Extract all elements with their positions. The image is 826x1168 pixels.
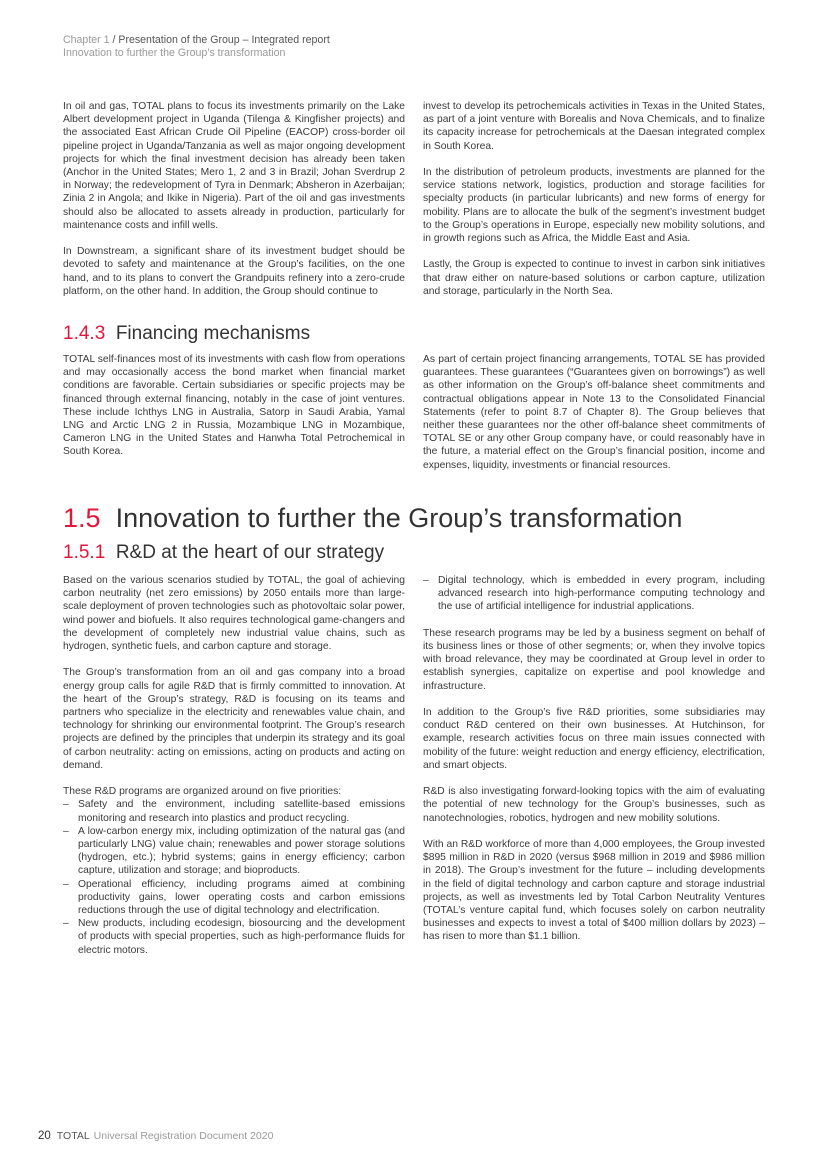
header-line-1: [63, 34, 330, 47]
footer-brand: TOTAL: [56, 1130, 90, 1142]
financing-left-column: [63, 353, 405, 459]
paragraph: TOTAL self-finances most of its investments with cash flow from operations and may occasionally access the bond market when financial market conditions are favorable. Certain subsidiaries or specific projects may be financed through external financing, notably in the case of joint ventures. These include Ichthys LNG in Australia, Satorp in Saudi Arabia, Yamal LNG and Arctic LNG 2 in Russia, Mozambique LNG in Mozambique, Cameron LNG in the United States and Hanwha Total Petrochemical in South Korea.: [63, 354, 405, 458]
paragraph: invest to develop its petrochemicals activities in Texas in the United States, as part of a joint venture with Borealis and Nova Chemicals, and to finalize its capacity increase for petrochemicals at the Daesan integrated complex in South Korea.: [423, 101, 765, 152]
paragraph: With an R&D workforce of more than 4,000 employees, the Group invested $895 million in R&D in 2020 (versus $968 million in 2019 and $986 million in 2018). The Group’s investment for the future – including developments in the field of digital technology and carbon capture and storage industrial projects, as well as investments led by Total Carbon Neutrality Ventures (TOTAL’s venture capital fund, which focuses solely on carbon neutrality businesses and expects to invest a total of $400 million dollars by 2023) – has risen to more than $1.1 billion.: [423, 839, 765, 943]
paragraph: These research programs may be led by a business segment on behalf of its business lines or those of other segments; or, when they involve topics with broad relevance, they may be coordinated at Group level in order to establish synergies, capitalize on expertise and pool knowledge and infrastructure.: [423, 627, 765, 692]
section-title: Innovation to further the Group’s transformation: [115, 503, 683, 533]
section-title: R&D at the heart of our strategy: [115, 542, 385, 563]
list-item: [423, 574, 765, 614]
paragraph: Based on the various scenarios studied by TOTAL, the goal of achieving carbon neutrality (net zero emissions) by 2050 entails more than large-scale deployment of proven technologies such as photovoltaic solar power, wind power and biofuels. It also requires technological game-changers and the development of completely new industrial value chains, such as hydrogen, synthetic fuels, and carbon capture and storage.: [63, 575, 405, 653]
list-item: [63, 917, 405, 957]
section-heading-1-4-3: [63, 323, 310, 345]
list-item-text: A low-carbon energy mix, including optimization of the natural gas (and particularly LNG) value chain; renewables and power storage solutions (hydrogen, etc.); hybrid systems; gains in energy efficiency; carbon capture, utilization and storage; and bioproducts.: [78, 825, 405, 877]
list-intro: These R&D programs are organized around on five priorities:: [63, 786, 342, 798]
header-chapter: Chapter 1: [63, 34, 110, 46]
paragraph: Lastly, the Group is expected to continue to invest in carbon sink initiatives that draw either on nature-based solutions or carbon capture, utilization and storage, particularly in the North Sea.: [423, 259, 765, 297]
paragraph: The Group’s transformation from an oil and gas company into a broad energy group calls for agile R&D that is firmly committed to innovation. At the heart of the Group’s strategy, R&D is focusing on its teams and partners who specialize in the electricity and renewables value chain, and technology for shrinking our environmental footprint. The Group’s research projects are defined by the principles that underpin its strategy and its goal of carbon neutrality: acting on emissions, acting on products and acting on demand.: [63, 667, 405, 771]
running-header: [63, 34, 330, 60]
section-number: 1.4.3: [63, 323, 106, 344]
footer-document-title: Universal Registration Document 2020: [93, 1130, 274, 1142]
paragraph: In oil and gas, TOTAL plans to focus its investments primarily on the Lake Albert development project in Uganda (Tilenga & Kingfisher projects) and the associated East African Crude Oil Pipeline (EACOP) cross-border oil pipeline project in Uganda/Tanzania as well as major ongoing development projects for which the final investment decision has already been taken (Anchor in the United States; Mero 1, 2 and 3 in Brazil; Johan Sverdrup 2 in Norway; the redevelopment of Tyra in Denmark; Absheron in Azerbaijan; Zinia 2 in Angola; and Ikike in Nigeria). Part of the oil and gas investments should also be allocated to assets already in production, particularly for maintenance costs and infill wells.: [63, 101, 405, 231]
dash-bullet: –: [63, 799, 69, 811]
header-title: Presentation of the Group – Integrated report: [118, 34, 330, 46]
section-title: Financing mechanisms: [115, 323, 311, 344]
section-heading-1-5: [63, 503, 682, 534]
header-subtitle: Innovation to further the Group’s transformation: [63, 47, 286, 59]
paragraph: R&D is also investigating forward-looking topics with the aim of evaluating the potential of new technology for the Group’s businesses, such as nanotechnologies, robotics, hydrogen and new mobility solutions.: [423, 786, 765, 824]
section-number: 1.5.1: [63, 542, 106, 563]
list-item-text: Digital technology, which is embedded in every program, including advanced research into high-performance computing technology and the use of artificial intelligence for industrial applications.: [438, 575, 765, 613]
top-right-column: [423, 100, 765, 298]
section-heading-1-5-1: [63, 542, 384, 564]
list-item-text: Safety and the environment, including satellite-based emissions monitoring and research into plastics and product recycling.: [78, 799, 405, 824]
rd-left-column: [63, 574, 405, 957]
paragraph: In the distribution of petroleum products, investments are planned for the service stations network, logistics, production and storage facilities for specialty products (in particular lubricants) and new forms of energy for mobility. Plans are to allocate the bulk of the segment’s investment budget to the Group’s operations in Europe, especially new mobility solutions, and in growth regions such as Africa, the Middle East and Asia.: [423, 167, 765, 245]
top-left-column: [63, 100, 405, 298]
list-item: [63, 798, 405, 824]
page-footer: [38, 1130, 273, 1142]
dash-bullet: –: [63, 878, 69, 890]
page-number: 20: [38, 1130, 51, 1142]
header-separator: /: [109, 34, 119, 46]
paragraph: In Downstream, a significant share of its investment budget should be devoted to safety and maintenance at the Group’s facilities, on the one hand, and to its plans to convert the Grandpuits refinery into a zero-crude platform, on the other hand. In addition, the Group should continue to: [63, 246, 405, 297]
list-item: [63, 878, 405, 918]
list-item-text: New products, including ecodesign, biosourcing and the development of products with special properties, such as high-performance fluids for electric motors.: [78, 918, 405, 956]
list-item: [63, 825, 405, 878]
rd-right-column: [423, 574, 765, 944]
dash-bullet: –: [63, 825, 69, 837]
financing-right-column: [423, 353, 765, 472]
paragraph: As part of certain project financing arrangements, TOTAL SE has provided guarantees. These guarantees (“Guarantees given on borrowings”) as well as other information on the Group’s off-balance sheet commitments and contractual obligations appear in Note 13 to the Consolidated Financial Statements (refer to point 8.7 of Chapter 8). The Group believes that neither these guarantees nor the other off-balance sheet commitments of TOTAL SE or any other Group company have, or could reasonably have in the future, a material effect on the Group’s financial position, income and expenses, liquidity, investments or financial resources.: [423, 354, 765, 471]
paragraph: In addition to the Group’s five R&D priorities, some subsidiaries may conduct R&D centered on their own businesses. At Hutchinson, for example, research activities focus on three main issues connected with mobility of the future: weight reduction and energy efficiency, electrification, and smart objects.: [423, 707, 765, 771]
list-item-text: Operational efficiency, including programs aimed at combining productivity gains, lower operating costs and carbon emissions reductions through the use of digital technology and electrification.: [78, 878, 405, 917]
dash-bullet: –: [63, 918, 69, 930]
dash-bullet: –: [423, 575, 429, 586]
section-number: 1.5: [63, 503, 101, 533]
